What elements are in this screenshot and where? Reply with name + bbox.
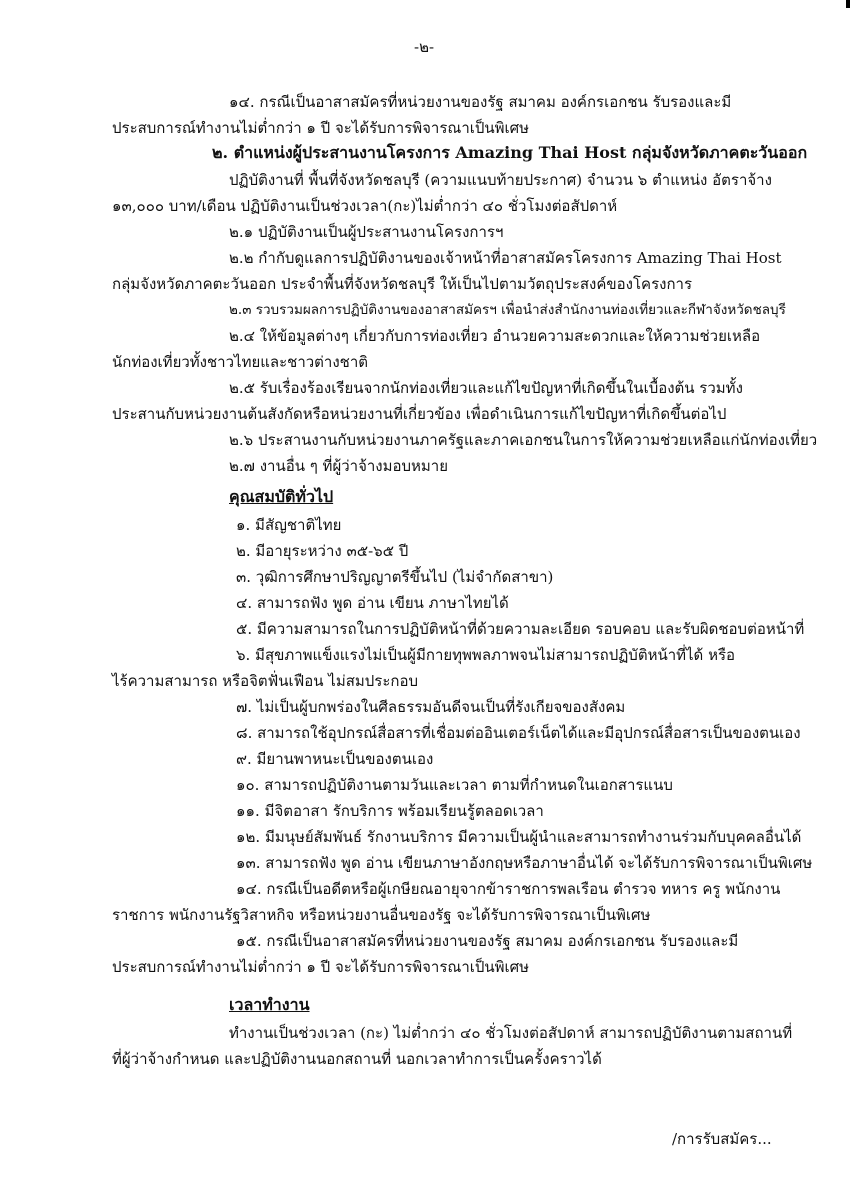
duty-2-3: ๒.๓ รวบรวมผลการปฏิบัติงานของอาสาสมัครฯ เพื่อนำส่งสำนักงานท่องเที่ยวและกีฬาจังหวัดชลบุรี xyxy=(229,302,786,318)
qualification-9: ๙. มียานพาหนะเป็นของตนเอง xyxy=(236,750,434,768)
duty-2-2-line1: ๒.๒ กำกับดูแลการปฏิบัติงานของเจ้าหน้าที่อาสาสมัครโครงการ Amazing Thai Host xyxy=(229,249,782,267)
position-2-desc-line2: ๑๓,๐๐๐ บาท/เดือน ปฏิบัติงานเป็นช่วงเวลา(กะ)ไม่ต่ำกว่า ๔๐ ชั่วโมงต่อสัปดาห์ xyxy=(112,197,618,215)
qualification-15-line1: ๑๕. กรณีเป็นอาสาสมัครที่หน่วยงานของรัฐ สมาคม องค์กรเอกชน รับรองและมี xyxy=(236,932,739,950)
duty-2-2-line2: กลุ่มจังหวัดภาคตะวันออก ประจำพื้นที่จังหวัดชลบุรี ให้เป็นไปตามวัตถุประสงค์ของโครงการ xyxy=(112,275,693,293)
qualification-1: ๑. มีสัญชาติไทย xyxy=(236,516,342,534)
duty-2-7: ๒.๗ งานอื่น ๆ ที่ผู้ว่าจ้างมอบหมาย xyxy=(229,457,449,475)
qualification-10: ๑๐. สามารถปฏิบัติงานตามวันและเวลา ตามที่กำหนดในเอกสารแนบ xyxy=(236,776,673,794)
qualification-2: ๒. มีอายุระหว่าง ๓๕-๖๕ ปี xyxy=(236,542,409,560)
qualification-14-line1: ๑๔. กรณีเป็นอดีตหรือผู้เกษียณอายุจากข้าราชการพลเรือน ตำรวจ ทหาร ครู พนักงาน xyxy=(236,880,781,898)
qualification-15-line2: ประสบการณ์ทำงานไม่ต่ำกว่า ๑ ปี จะได้รับการพิจารณาเป็นพิเศษ xyxy=(112,958,530,976)
working-time-line2: ที่ผู้ว่าจ้างกำหนด และปฏิบัติงานนอกสถานที่ นอกเวลาทำการเป็นครั้งคราวได้ xyxy=(112,1050,602,1068)
duty-2-5-line1: ๒.๕ รับเรื่องร้องเรียนจากนักท่องเที่ยวและแก้ไขปัญหาที่เกิดขึ้นในเบื้องต้น รวมทั้ง xyxy=(229,379,743,397)
intro-item-14-line1: ๑๔. กรณีเป็นอาสาสมัครที่หน่วยงานของรัฐ สมาคม องค์กรเอกชน รับรองและมี xyxy=(229,93,732,111)
qualification-13: ๑๓. สามารถฟัง พูด อ่าน เขียนภาษาอังกฤษหรือภาษาอื่นได้ จะได้รับการพิจารณาเป็นพิเศษ xyxy=(236,854,813,872)
qualification-5: ๕. มีความสามารถในการปฏิบัติหน้าที่ด้วยความละเอียด รอบคอบ และรับผิดชอบต่อหน้าที่ xyxy=(236,620,805,638)
qualification-12: ๑๒. มีมนุษย์สัมพันธ์ รักงานบริการ มีความเป็นผู้นำและสามารถทำงานร่วมกับบุคคลอื่นได้ xyxy=(236,828,802,846)
duty-2-4-line2: นักท่องเที่ยวทั้งชาวไทยและชาวต่างชาติ xyxy=(112,353,369,371)
page-number: -๒- xyxy=(414,38,435,56)
qualification-6-line2: ไร้ความสามารถ หรือจิตฟั่นเฟือน ไม่สมประกอบ xyxy=(112,672,419,690)
qualification-8: ๘. สามารถใช้อุปกรณ์สื่อสารที่เชื่อมต่ออินเตอร์เน็ตได้และมีอุปกรณ์สื่อสารเป็นของตนเอง xyxy=(236,724,801,742)
working-time-heading: เวลาทำงาน xyxy=(229,995,310,1014)
qualification-6-line1: ๖. มีสุขภาพแข็งแรงไม่เป็นผู้มีกายทุพพลภาพจนไม่สามารถปฏิบัติหน้าที่ได้ หรือ xyxy=(236,646,736,664)
qualification-14-line2: ราชการ พนักงานรัฐวิสาหกิจ หรือหน่วยงานอื่นของรัฐ จะได้รับการพิจารณาเป็นพิเศษ xyxy=(112,906,651,924)
corner-mark xyxy=(846,0,850,8)
position-2-heading: ๒. ตำแหน่งผู้ประสานงานโครงการ Amazing Thai Host กลุ่มจังหวัดภาคตะวันออก xyxy=(212,143,808,162)
qualification-4: ๔. สามารถฟัง พูด อ่าน เขียน ภาษาไทยได้ xyxy=(236,594,509,612)
qualifications-heading: คุณสมบัติทั่วไป xyxy=(229,487,334,506)
duty-2-1: ๒.๑ ปฏิบัติงานเป็นผู้ประสานงานโครงการฯ xyxy=(229,223,504,241)
intro-item-14-line2: ประสบการณ์ทำงานไม่ต่ำกว่า ๑ ปี จะได้รับการพิจารณาเป็นพิเศษ xyxy=(112,119,530,137)
working-time-line1: ทำงานเป็นช่วงเวลา (กะ) ไม่ต่ำกว่า ๔๐ ชั่วโมงต่อสัปดาห์ สามารถปฏิบัติงานตามสถานที่ xyxy=(229,1024,793,1042)
duty-2-6: ๒.๖ ประสานงานกับหน่วยงานภาครัฐและภาคเอกชนในการให้ความช่วยเหลือแก่นักท่องเที่ยว xyxy=(229,431,818,449)
qualification-3: ๓. วุฒิการศึกษาปริญญาตรีขึ้นไป (ไม่จำกัดสาขา) xyxy=(236,568,554,586)
qualification-11: ๑๑. มีจิตอาสา รักบริการ พร้อมเรียนรู้ตลอดเวลา xyxy=(236,802,544,820)
continued-note: /การรับสมัคร... xyxy=(672,1130,772,1148)
duty-2-5-line2: ประสานกับหน่วยงานต้นสังกัดหรือหน่วยงานที่เกี่ยวข้อง เพื่อดำเนินการแก้ไขปัญหาที่เกิดขึ้นต่อไป xyxy=(112,405,727,423)
duty-2-4-line1: ๒.๔ ให้ข้อมูลต่างๆ เกี่ยวกับการท่องเที่ยว อำนวยความสะดวกและให้ความช่วยเหลือ xyxy=(229,327,761,345)
qualification-7: ๗. ไม่เป็นผู้บกพร่องในศีลธรรมอันดีจนเป็นที่รังเกียจของสังคม xyxy=(236,698,626,716)
position-2-desc-line1: ปฏิบัติงานที่ พื้นที่จังหวัดชลบุรี (ความแนบท้ายประกาศ) จำนวน ๖ ตำแหน่ง อัตราจ้าง xyxy=(229,171,772,189)
